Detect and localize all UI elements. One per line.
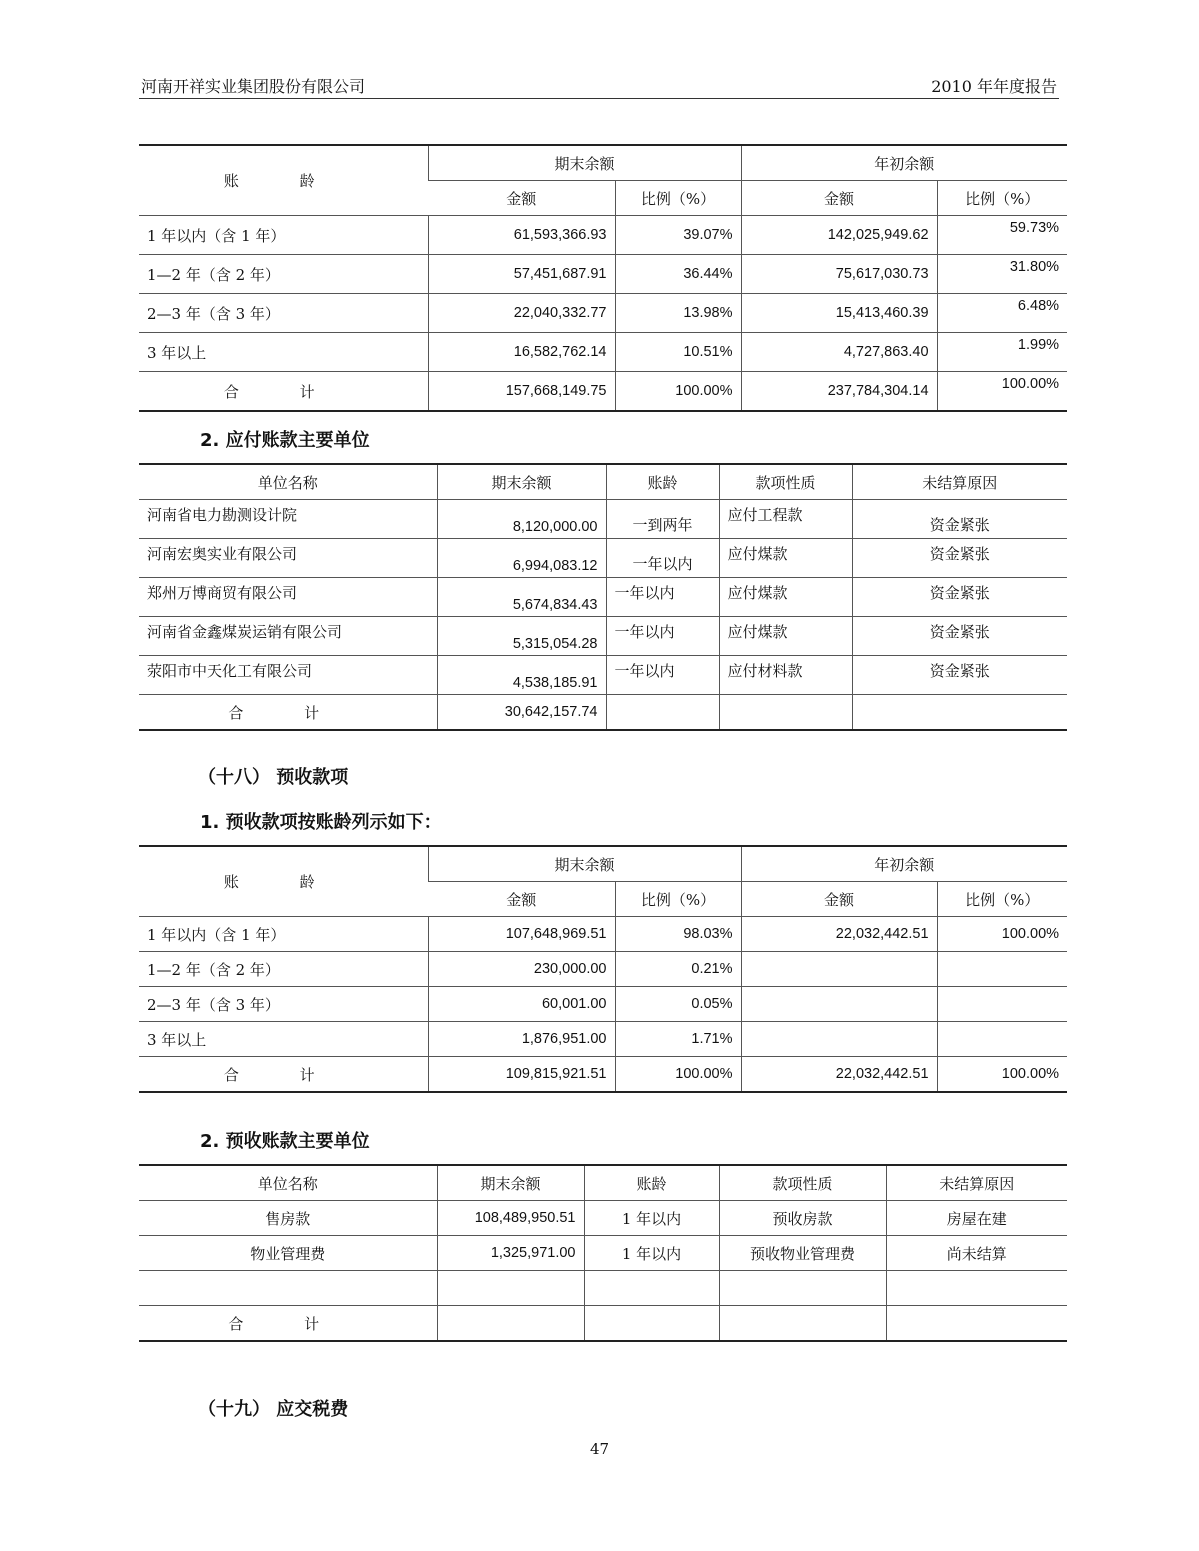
ratio-header: 比例（%） bbox=[937, 882, 1067, 917]
accounts-payable-main-units-table bbox=[139, 463, 1067, 731]
unit-name-cell: 河南省金鑫煤炭运销有限公司 bbox=[139, 617, 437, 656]
ratio-cell: 1.99% bbox=[937, 333, 1067, 372]
age-cell: 1—2 年（含 2 年） bbox=[139, 255, 428, 294]
age-cell: 一到两年 bbox=[606, 500, 719, 539]
unit-name-cell: 售房款 bbox=[139, 1201, 437, 1236]
reason-header: 未结算原因 bbox=[886, 1165, 1067, 1201]
unit-name-cell: 物业管理费 bbox=[139, 1236, 437, 1271]
table-row bbox=[139, 656, 1067, 695]
amount-cell: 8,120,000.00 bbox=[437, 500, 606, 539]
amount-cell: 15,413,460.39 bbox=[741, 294, 937, 333]
ratio-cell: 100.00% bbox=[937, 1057, 1067, 1093]
ratio-cell: 13.98% bbox=[615, 294, 741, 333]
table-row bbox=[139, 1271, 1067, 1306]
amount-cell: 109,815,921.51 bbox=[428, 1057, 615, 1093]
table-row bbox=[139, 1236, 1067, 1271]
nature-cell bbox=[719, 1271, 886, 1306]
end-balance-header: 期末余额 bbox=[437, 1165, 584, 1201]
empty-cell bbox=[886, 1306, 1067, 1342]
amount-cell bbox=[741, 952, 937, 987]
table-row bbox=[139, 578, 1067, 617]
reason-cell: 资金紧张 bbox=[852, 500, 1067, 539]
table-row bbox=[139, 987, 1067, 1022]
age-header: 账龄 bbox=[584, 1165, 719, 1201]
reason-header: 未结算原因 bbox=[852, 464, 1067, 500]
reason-cell: 资金紧张 bbox=[852, 617, 1067, 656]
amount-header: 金额 bbox=[741, 181, 937, 216]
section-title: （十九） 应交税费 bbox=[198, 1399, 349, 1420]
ratio-cell: 100.00% bbox=[615, 372, 741, 412]
nature-cell: 应付材料款 bbox=[719, 656, 852, 695]
age-cell: 一年以内 bbox=[606, 578, 719, 617]
company-name: 河南开祥实业集团股份有限公司 bbox=[141, 77, 366, 96]
age-cell: 1 年以内 bbox=[584, 1201, 719, 1236]
table-row bbox=[139, 333, 1067, 372]
reason-cell: 资金紧张 bbox=[852, 539, 1067, 578]
age-header: 账 龄 bbox=[139, 145, 428, 216]
age-cell: 1 年以内（含 1 年） bbox=[139, 216, 428, 255]
total-label: 合 计 bbox=[139, 695, 437, 731]
amount-cell: 142,025,949.62 bbox=[741, 216, 937, 255]
age-cell: 1—2 年（含 2 年） bbox=[139, 952, 428, 987]
amount-cell: 108,489,950.51 bbox=[437, 1201, 584, 1236]
amount-cell: 6,994,083.12 bbox=[437, 539, 606, 578]
unit-name-cell: 郑州万博商贸有限公司 bbox=[139, 578, 437, 617]
amount-cell: 22,032,442.51 bbox=[741, 917, 937, 952]
end-balance-header: 期末余额 bbox=[437, 464, 606, 500]
amount-header: 金额 bbox=[741, 882, 937, 917]
age-cell: 1 年以内（含 1 年） bbox=[139, 917, 428, 952]
table-row bbox=[139, 216, 1067, 255]
table-row bbox=[139, 617, 1067, 656]
amount-cell: 4,727,863.40 bbox=[741, 333, 937, 372]
empty-cell bbox=[584, 1306, 719, 1342]
nature-header: 款项性质 bbox=[719, 1165, 886, 1201]
ratio-cell: 39.07% bbox=[615, 216, 741, 255]
amount-cell: 16,582,762.14 bbox=[428, 333, 615, 372]
empty-cell bbox=[606, 695, 719, 731]
age-cell: 1 年以内 bbox=[584, 1236, 719, 1271]
amount-cell: 5,315,054.28 bbox=[437, 617, 606, 656]
amount-cell: 30,642,157.74 bbox=[437, 695, 606, 731]
ratio-cell: 100.00% bbox=[615, 1057, 741, 1093]
amount-cell: 57,451,687.91 bbox=[428, 255, 615, 294]
age-cell: 2—3 年（含 3 年） bbox=[139, 987, 428, 1022]
nature-cell: 预收房款 bbox=[719, 1201, 886, 1236]
page-number: 47 bbox=[589, 1440, 610, 1458]
table-row bbox=[139, 294, 1067, 333]
amount-header: 金额 bbox=[428, 181, 615, 216]
table-row bbox=[139, 539, 1067, 578]
unit-name-cell: 河南宏奥实业有限公司 bbox=[139, 539, 437, 578]
total-row bbox=[139, 695, 1067, 731]
ratio-cell bbox=[937, 952, 1067, 987]
ratio-cell: 10.51% bbox=[615, 333, 741, 372]
age-cell: 一年以内 bbox=[606, 539, 719, 578]
ratio-cell bbox=[937, 987, 1067, 1022]
total-label: 合 计 bbox=[139, 1057, 428, 1093]
amount-cell: 5,674,834.43 bbox=[437, 578, 606, 617]
section-subtitle: 1. 预收款项按账龄列示如下： bbox=[200, 812, 442, 833]
page-header bbox=[139, 70, 1059, 99]
total-row bbox=[139, 372, 1067, 412]
reason-cell: 尚未结算 bbox=[886, 1236, 1067, 1271]
begin-balance-header: 年初余额 bbox=[741, 846, 1067, 882]
amount-cell: 60,001.00 bbox=[428, 987, 615, 1022]
amount-cell: 61,593,366.93 bbox=[428, 216, 615, 255]
reason-cell: 资金紧张 bbox=[852, 578, 1067, 617]
total-row bbox=[139, 1306, 1067, 1342]
empty-cell bbox=[437, 1306, 584, 1342]
nature-cell: 应付煤款 bbox=[719, 617, 852, 656]
ratio-cell: 0.05% bbox=[615, 987, 741, 1022]
amount-cell: 230,000.00 bbox=[428, 952, 615, 987]
ratio-cell: 1.71% bbox=[615, 1022, 741, 1057]
reason-cell: 资金紧张 bbox=[852, 656, 1067, 695]
section-title: 2. 应付账款主要单位 bbox=[200, 430, 370, 451]
amount-cell: 107,648,969.51 bbox=[428, 917, 615, 952]
end-balance-header: 期末余额 bbox=[428, 145, 741, 181]
total-label: 合 计 bbox=[139, 372, 428, 412]
section-title: 2. 预收账款主要单位 bbox=[200, 1131, 370, 1152]
unit-name-header: 单位名称 bbox=[139, 1165, 437, 1201]
unit-name-cell bbox=[139, 1271, 437, 1306]
unit-name-cell: 河南省电力勘测设计院 bbox=[139, 500, 437, 539]
nature-cell: 应付煤款 bbox=[719, 578, 852, 617]
amount-cell: 22,032,442.51 bbox=[741, 1057, 937, 1093]
ratio-cell bbox=[937, 1022, 1067, 1057]
reason-cell bbox=[886, 1271, 1067, 1306]
amount-cell bbox=[741, 987, 937, 1022]
age-cell: 一年以内 bbox=[606, 617, 719, 656]
total-label: 合 计 bbox=[139, 1306, 437, 1342]
ratio-header: 比例（%） bbox=[615, 882, 741, 917]
table-row bbox=[139, 917, 1067, 952]
empty-cell bbox=[719, 695, 852, 731]
amount-cell: 1,876,951.00 bbox=[428, 1022, 615, 1057]
amount-cell bbox=[437, 1271, 584, 1306]
ratio-cell: 0.21% bbox=[615, 952, 741, 987]
ratio-cell: 59.73% bbox=[937, 216, 1067, 255]
unit-name-header: 单位名称 bbox=[139, 464, 437, 500]
age-cell: 一年以内 bbox=[606, 656, 719, 695]
ratio-cell: 98.03% bbox=[615, 917, 741, 952]
amount-cell bbox=[741, 1022, 937, 1057]
age-cell: 2—3 年（含 3 年） bbox=[139, 294, 428, 333]
section-title: （十八） 预收款项 bbox=[198, 767, 349, 788]
ratio-cell: 100.00% bbox=[937, 372, 1067, 412]
table-row bbox=[139, 1201, 1067, 1236]
age-cell bbox=[584, 1271, 719, 1306]
ratio-header: 比例（%） bbox=[937, 181, 1067, 216]
table-row bbox=[139, 500, 1067, 539]
reason-cell: 房屋在建 bbox=[886, 1201, 1067, 1236]
ratio-header: 比例（%） bbox=[615, 181, 741, 216]
table-row bbox=[139, 255, 1067, 294]
nature-cell: 应付工程款 bbox=[719, 500, 852, 539]
nature-header: 款项性质 bbox=[719, 464, 852, 500]
age-header: 账 龄 bbox=[139, 846, 428, 917]
amount-cell: 237,784,304.14 bbox=[741, 372, 937, 412]
table-row bbox=[139, 1022, 1067, 1057]
amount-cell: 22,040,332.77 bbox=[428, 294, 615, 333]
report-title: 2010 年年度报告 bbox=[931, 77, 1057, 96]
age-header: 账龄 bbox=[606, 464, 719, 500]
age-cell: 3 年以上 bbox=[139, 333, 428, 372]
amount-cell: 157,668,149.75 bbox=[428, 372, 615, 412]
unit-name-cell: 荥阳市中天化工有限公司 bbox=[139, 656, 437, 695]
ratio-cell: 100.00% bbox=[937, 917, 1067, 952]
amount-header: 金额 bbox=[428, 882, 615, 917]
total-row bbox=[139, 1057, 1067, 1093]
begin-balance-header: 年初余额 bbox=[741, 145, 1067, 181]
amount-cell: 1,325,971.00 bbox=[437, 1236, 584, 1271]
accounts-payable-ageing-table bbox=[139, 144, 1067, 412]
advance-receipts-ageing-table bbox=[139, 845, 1067, 1093]
advance-receipts-main-units-table bbox=[139, 1164, 1067, 1342]
ratio-cell: 31.80% bbox=[937, 255, 1067, 294]
nature-cell: 预收物业管理费 bbox=[719, 1236, 886, 1271]
table-row bbox=[139, 952, 1067, 987]
nature-cell: 应付煤款 bbox=[719, 539, 852, 578]
ratio-cell: 36.44% bbox=[615, 255, 741, 294]
amount-cell: 75,617,030.73 bbox=[741, 255, 937, 294]
end-balance-header: 期末余额 bbox=[428, 846, 741, 882]
amount-cell: 4,538,185.91 bbox=[437, 656, 606, 695]
empty-cell bbox=[719, 1306, 886, 1342]
empty-cell bbox=[852, 695, 1067, 731]
ratio-cell: 6.48% bbox=[937, 294, 1067, 333]
age-cell: 3 年以上 bbox=[139, 1022, 428, 1057]
